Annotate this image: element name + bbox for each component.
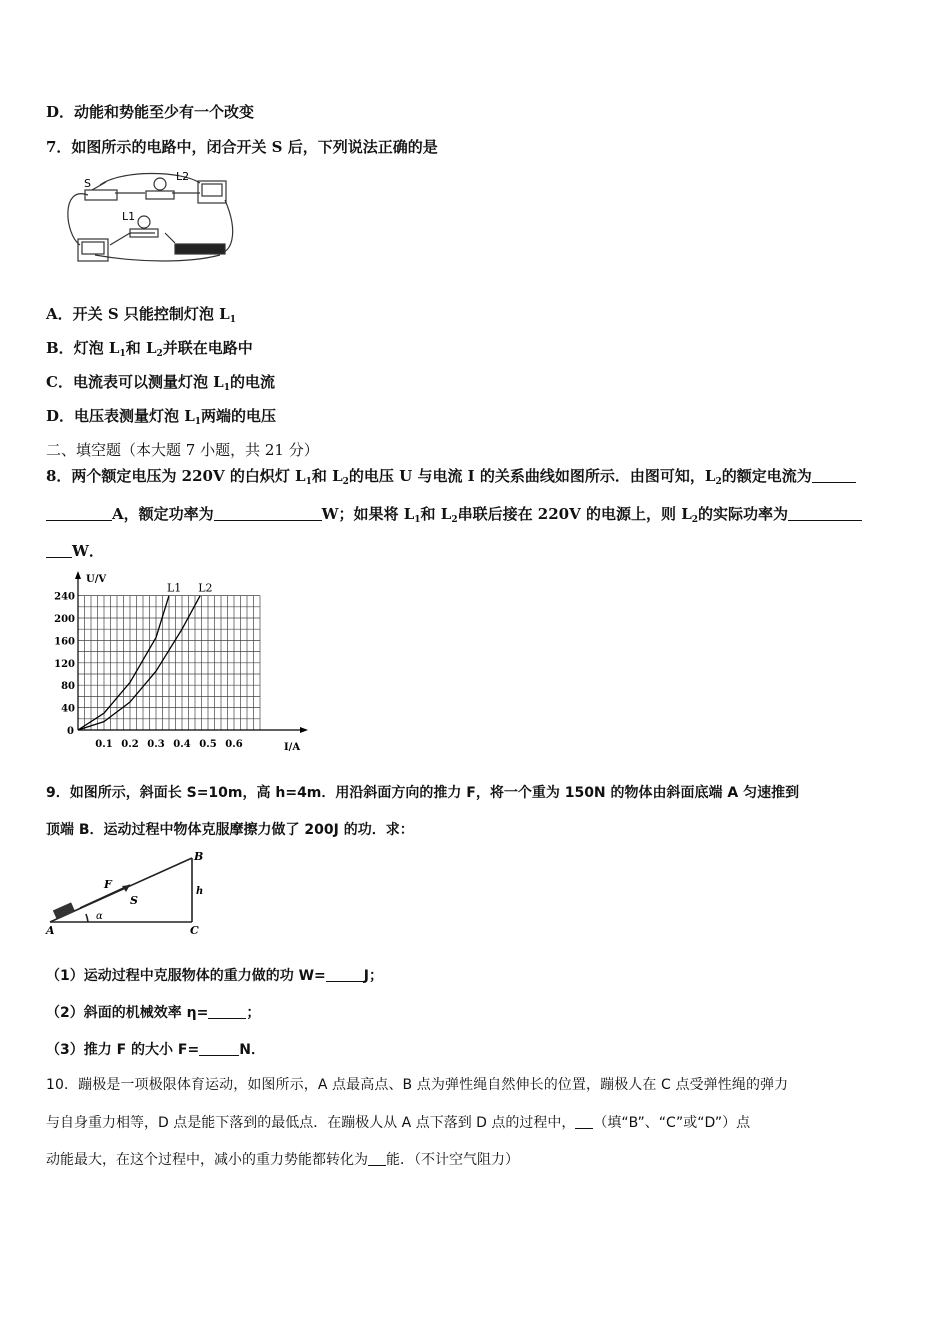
q10-line2: 与自身重力相等，D 点是能下落到的最低点．在蹦极人从 A 点下落到 D 点的过程中， （填“B”、“C”或“D”）点 bbox=[46, 1115, 751, 1131]
point-b-label: B bbox=[194, 850, 204, 863]
series-label-l1: L1 bbox=[167, 581, 182, 595]
origin-label: 0 bbox=[67, 726, 74, 737]
y-tick-label: 40 bbox=[61, 703, 75, 715]
q9-part2: （2）斜面的机械效率 η= ； bbox=[46, 1005, 261, 1021]
x-tick-label: 0.3 bbox=[147, 739, 165, 750]
y-axis-label: U/V bbox=[86, 574, 107, 585]
blank-energy-type[interactable] bbox=[368, 1151, 386, 1166]
incline-diagram bbox=[40, 848, 220, 938]
y-tick-label: 160 bbox=[54, 636, 75, 648]
angle-alpha-label: α bbox=[96, 911, 103, 922]
q7-option-b: B．灯泡 $L_1$和 $L_2$并联在电路中 bbox=[46, 339, 253, 359]
slope-s-label: S bbox=[130, 894, 138, 907]
x-axis-label: I/A bbox=[284, 742, 301, 753]
blank-max-kinetic-point[interactable] bbox=[575, 1114, 593, 1129]
blank-actual-power-part1[interactable] bbox=[788, 506, 862, 521]
prev-option-d: D．动能和势能至少有一个改变 bbox=[46, 103, 255, 121]
circuit-diagram bbox=[60, 165, 240, 265]
blank-efficiency[interactable] bbox=[208, 1004, 246, 1019]
blank-actual-power-part2[interactable] bbox=[46, 543, 72, 558]
x-tick-label: 0.4 bbox=[173, 739, 191, 750]
series-label-l2: L2 bbox=[198, 581, 213, 595]
height-h-label: h bbox=[196, 886, 204, 897]
lamp1-label: L1 bbox=[122, 210, 136, 223]
q8-line3: W． bbox=[46, 541, 104, 561]
ui-chart bbox=[40, 568, 301, 758]
q7-stem: 7．如图所示的电路中，闭合开关 S 后，下列说法正确的是 bbox=[46, 138, 438, 156]
force-f-label: F bbox=[104, 878, 112, 891]
blank-gravity-work[interactable] bbox=[326, 967, 364, 982]
x-tick-label: 0.5 bbox=[199, 739, 217, 750]
x-tick-label: 0.6 bbox=[225, 739, 243, 750]
q9-part3: （3）推力 F 的大小 F= N． bbox=[46, 1042, 265, 1058]
q9-line2: 顶端 B．运动过程中物体克服摩擦力做了 200J 的功．求： bbox=[46, 822, 414, 838]
q7-option-c: C．电流表可以测量灯泡 $L_1$的电流 bbox=[46, 373, 275, 393]
x-axis-arrow bbox=[300, 727, 308, 733]
q10-line1: 10．蹦极是一项极限体育运动，如图所示，A 点最高点、B 点为弹性绳自然伸长的位置，蹦极人在 C 点受弹性绳的弹力 bbox=[46, 1077, 789, 1093]
blank-rated-current-part2[interactable] bbox=[46, 506, 112, 521]
q8-line2: A，额定功率为 W；如果将 $L_1$和 $L_2$串联后接在 220V 的电源上，则 $L_2$的实际功率为 bbox=[46, 504, 862, 530]
q9-part1: （1）运动过程中克服物体的重力做的功 W= J； bbox=[46, 968, 384, 984]
y-tick-label: 200 bbox=[54, 614, 75, 625]
blank-push-force[interactable] bbox=[199, 1041, 239, 1056]
switch-label: S bbox=[84, 177, 91, 190]
q9-line1: 9．如图所示，斜面长 S=10m，高 h=4m．用沿斜面方向的推力 F，将一个重为 150N 的物体由斜面底端 A 匀速推到 bbox=[46, 785, 800, 801]
x-tick-label: 0.1 bbox=[95, 739, 113, 750]
y-tick-label: 120 bbox=[54, 658, 75, 670]
blank-rated-current-part1[interactable] bbox=[812, 468, 856, 483]
q7-option-d: D．电压表测量灯泡 $L_1$两端的电压 bbox=[46, 407, 277, 427]
section-title: 二、填空题（本大题 7 小题，共 21 分） bbox=[46, 441, 319, 459]
point-a-label: A bbox=[46, 924, 55, 937]
point-c-label: C bbox=[190, 924, 199, 937]
y-axis-arrow bbox=[75, 571, 81, 579]
blank-rated-power[interactable] bbox=[214, 506, 322, 521]
q7-option-a: A．开关 S 只能控制灯泡 $L_1$ bbox=[46, 305, 236, 325]
x-tick-label: 0.2 bbox=[121, 739, 139, 750]
y-tick-label: 240 bbox=[54, 591, 75, 603]
lamp2-label: L2 bbox=[176, 170, 190, 183]
q8-line1: 8．两个额定电压为 220V 的白炽灯 $L_1$和 $L_2$的电压 U 与电流 I 的关系曲线如图所示．由图可知，$L_2$的额定电流为 bbox=[46, 466, 856, 492]
q10-line3: 动能最大，在这个过程中，减小的重力势能都转化为 能．（不计空气阻力） bbox=[46, 1152, 519, 1168]
y-tick-label: 80 bbox=[61, 681, 75, 693]
